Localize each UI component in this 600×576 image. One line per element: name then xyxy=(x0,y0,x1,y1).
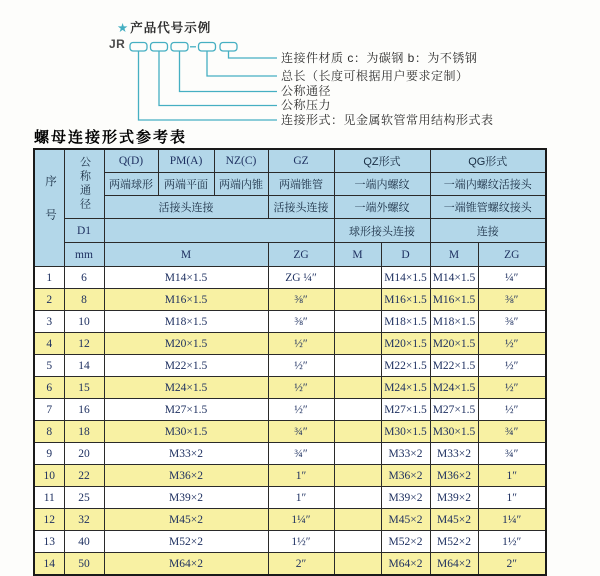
cell-qg-m: M36×2 xyxy=(430,465,478,487)
product-code-heading-text: 产品代号示例 xyxy=(130,21,212,35)
cell-m: M14×1.5 xyxy=(104,267,268,289)
cell-qz-d: M20×1.5 xyxy=(381,333,430,355)
cell-dn: 25 xyxy=(64,487,104,509)
cell-dn: 14 xyxy=(64,355,104,377)
header-qz-d: D xyxy=(381,243,430,267)
cell-qg-zg: ⅜″ xyxy=(478,289,546,311)
connector-line-pressure xyxy=(159,51,277,106)
cell-dn: 18 xyxy=(64,421,104,443)
cell-qg-zg: 1″ xyxy=(478,487,546,509)
cell-qz-m xyxy=(334,443,381,465)
header-qg: QG形式 xyxy=(430,149,546,173)
cell-seq: 14 xyxy=(34,553,64,576)
cell-qg-zg: 1″ xyxy=(478,465,546,487)
code-box-1 xyxy=(130,43,147,52)
cell-qz-d: M27×1.5 xyxy=(381,399,430,421)
cell-qz-d: M24×1.5 xyxy=(381,377,430,399)
connector-line-diameter xyxy=(180,51,278,92)
table-row xyxy=(34,509,546,531)
cell-qz-m xyxy=(334,355,381,377)
cell-gz: ½″ xyxy=(268,399,334,421)
cell-gz: 1½″ xyxy=(268,531,334,553)
connector-line-connection xyxy=(139,51,278,120)
header-blank xyxy=(104,219,334,243)
cell-qz-m xyxy=(334,531,381,553)
cell-qg-zg: ½″ xyxy=(478,399,546,421)
cell-dn: 20 xyxy=(64,443,104,465)
header-qz-joint: 球形接头连接 xyxy=(334,219,430,243)
cell-m: M52×2 xyxy=(104,531,268,553)
table-row xyxy=(34,377,546,399)
cell-qz-m xyxy=(334,289,381,311)
header-qz-m: M xyxy=(334,243,381,267)
cell-seq: 5 xyxy=(34,355,64,377)
header-seq: 序号 xyxy=(34,149,64,267)
table-row xyxy=(34,355,546,377)
code-label-connection: 连接形式：见金属软管常用结构形式表 xyxy=(281,112,494,127)
table-row xyxy=(34,289,546,311)
table-row xyxy=(34,421,546,443)
header-qz-desc2: 一端外螺纹 xyxy=(334,196,430,219)
product-code-heading xyxy=(117,18,211,36)
cell-qg-zg: ½″ xyxy=(478,355,546,377)
cell-qz-d: M52×2 xyxy=(381,531,430,553)
cell-qz-d: M22×1.5 xyxy=(381,355,430,377)
table-row xyxy=(34,487,546,509)
cell-qz-d: M33×2 xyxy=(381,443,430,465)
cell-qz-m xyxy=(334,553,381,576)
header-nzc: NZ(C) xyxy=(214,149,268,173)
cell-gz: ZG ¼″ xyxy=(268,267,334,289)
header-qd: Q(D) xyxy=(104,149,158,173)
code-box-3 xyxy=(171,43,188,52)
cell-qg-m: M20×1.5 xyxy=(430,333,478,355)
cell-qz-d: M45×2 xyxy=(381,509,430,531)
cell-qg-zg: ¾″ xyxy=(478,421,546,443)
cell-m: M30×1.5 xyxy=(104,421,268,443)
code-box-4 xyxy=(199,43,216,52)
cell-dn: 12 xyxy=(64,333,104,355)
table-row xyxy=(34,553,546,576)
cell-dn: 15 xyxy=(64,377,104,399)
cell-qg-zg: 1½″ xyxy=(478,531,546,553)
cell-dn: 40 xyxy=(64,531,104,553)
nut-connection-reference-table xyxy=(33,148,547,576)
header-pma-desc: 两端平面 xyxy=(158,173,214,196)
cell-qz-d: M18×1.5 xyxy=(381,311,430,333)
cell-qg-m: M22×1.5 xyxy=(430,355,478,377)
cell-qg-zg: ⅜″ xyxy=(478,311,546,333)
cell-m: M64×2 xyxy=(104,553,268,576)
cell-qg-m: M64×2 xyxy=(430,553,478,576)
cell-m: M39×2 xyxy=(104,487,268,509)
cell-dn: 10 xyxy=(64,311,104,333)
header-gz: GZ xyxy=(268,149,334,173)
cell-gz: 1″ xyxy=(268,487,334,509)
cell-m: M18×1.5 xyxy=(104,311,268,333)
cell-seq: 4 xyxy=(34,333,64,355)
cell-seq: 12 xyxy=(34,509,64,531)
code-label-material: 连接件材质 c：为碳钢 b：为不锈钢 xyxy=(281,50,478,65)
star-icon: ★ xyxy=(117,21,130,35)
header-qz-desc: 一端内螺纹 xyxy=(334,173,430,196)
table-row xyxy=(34,531,546,553)
cell-m: M27×1.5 xyxy=(104,399,268,421)
cell-dn: 32 xyxy=(64,509,104,531)
cell-dn: 50 xyxy=(64,553,104,576)
cell-seq: 10 xyxy=(34,465,64,487)
cell-qz-m xyxy=(334,333,381,355)
cell-qg-m: M16×1.5 xyxy=(430,289,478,311)
cell-qg-m: M24×1.5 xyxy=(430,377,478,399)
cell-qg-zg: ½″ xyxy=(478,377,546,399)
table-row xyxy=(34,267,546,289)
header-qd-desc: 两端球形 xyxy=(104,173,158,196)
cell-qz-d: M36×2 xyxy=(381,465,430,487)
cell-seq: 11 xyxy=(34,487,64,509)
cell-seq: 7 xyxy=(34,399,64,421)
cell-qz-d: M14×1.5 xyxy=(381,267,430,289)
cell-qz-m xyxy=(334,465,381,487)
table-row xyxy=(34,311,546,333)
cell-gz: ⅜″ xyxy=(268,311,334,333)
header-qg-zg: ZG xyxy=(478,243,546,267)
header-gz-connection: 活接头连接 xyxy=(268,196,334,219)
cell-m: M24×1.5 xyxy=(104,377,268,399)
code-label-length: 总长（长度可根据用户要求定制） xyxy=(281,68,469,83)
cell-qg-m: M45×2 xyxy=(430,509,478,531)
cell-qz-m xyxy=(334,311,381,333)
cell-qg-m: M14×1.5 xyxy=(430,267,478,289)
cell-qz-m xyxy=(334,421,381,443)
table-title: 螺母连接形式参考表 xyxy=(34,128,188,146)
cell-gz: 1¼″ xyxy=(268,509,334,531)
code-box-2 xyxy=(151,43,168,52)
cell-dn: 8 xyxy=(64,289,104,311)
cell-qg-m: M52×2 xyxy=(430,531,478,553)
cell-m: M20×1.5 xyxy=(104,333,268,355)
cell-qg-m: M39×2 xyxy=(430,487,478,509)
header-d1: D1 xyxy=(64,219,104,243)
cell-qg-m: M27×1.5 xyxy=(430,399,478,421)
header-mm: mm xyxy=(64,243,104,267)
header-qg-desc2: 一端锥管螺纹接头 xyxy=(430,196,546,219)
cell-qz-m xyxy=(334,509,381,531)
header-qg-joint: 连接 xyxy=(430,219,546,243)
cell-qg-zg: ½″ xyxy=(478,333,546,355)
cell-gz: 2″ xyxy=(268,553,334,576)
table-row xyxy=(34,333,546,355)
cell-qg-zg: 1¼″ xyxy=(478,509,546,531)
table-row xyxy=(34,399,546,421)
cell-seq: 9 xyxy=(34,443,64,465)
header-nzc-desc: 两端内锥 xyxy=(214,173,268,196)
cell-qg-m: M18×1.5 xyxy=(430,311,478,333)
cell-gz: ½″ xyxy=(268,377,334,399)
header-gz-desc: 两端锥管 xyxy=(268,173,334,196)
header-qg-desc: 一端内螺纹活接头 xyxy=(430,173,546,196)
header-dn: 公称通径 xyxy=(64,149,104,219)
cell-qg-zg: ¾″ xyxy=(478,443,546,465)
cell-m: M45×2 xyxy=(104,509,268,531)
cell-qz-m xyxy=(334,399,381,421)
cell-m: M33×2 xyxy=(104,443,268,465)
cell-dn: 6 xyxy=(64,267,104,289)
code-box-5 xyxy=(220,43,237,52)
cell-qg-m: M30×1.5 xyxy=(430,421,478,443)
cell-qz-d: M16×1.5 xyxy=(381,289,430,311)
code-label-diameter: 公称通径 xyxy=(281,84,332,98)
cell-qz-m xyxy=(334,377,381,399)
code-label-pressure: 公称压力 xyxy=(281,98,332,112)
table-row xyxy=(34,465,546,487)
cell-qz-d: M39×2 xyxy=(381,487,430,509)
product-code-prefix: JR xyxy=(109,37,126,51)
connector-line-material xyxy=(229,51,278,58)
cell-m: M16×1.5 xyxy=(104,289,268,311)
cell-seq: 13 xyxy=(34,531,64,553)
cell-m: M36×2 xyxy=(104,465,268,487)
cell-seq: 3 xyxy=(34,311,64,333)
cell-dn: 22 xyxy=(64,465,104,487)
header-m: M xyxy=(104,243,268,267)
cell-seq: 8 xyxy=(34,421,64,443)
connector-line-length xyxy=(207,51,277,76)
cell-seq: 2 xyxy=(34,289,64,311)
header-pma: PM(A) xyxy=(158,149,214,173)
header-zg: ZG xyxy=(268,243,334,267)
cell-qz-d: M64×2 xyxy=(381,553,430,576)
cell-qg-zg: ¼″ xyxy=(478,267,546,289)
cell-qz-m xyxy=(334,267,381,289)
cell-qg-m: M33×2 xyxy=(430,443,478,465)
header-qg-m: M xyxy=(430,243,478,267)
cell-seq: 1 xyxy=(34,267,64,289)
cell-qg-zg: 2″ xyxy=(478,553,546,576)
cell-gz: ¾″ xyxy=(268,443,334,465)
header-union-connection: 活接头连接 xyxy=(104,196,268,219)
cell-gz: ⅜″ xyxy=(268,289,334,311)
table-row xyxy=(34,443,546,465)
cell-gz: ¾″ xyxy=(268,421,334,443)
cell-seq: 6 xyxy=(34,377,64,399)
cell-qz-d: M30×1.5 xyxy=(381,421,430,443)
header-qz: QZ形式 xyxy=(334,149,430,173)
cell-gz: 1″ xyxy=(268,465,334,487)
cell-m: M22×1.5 xyxy=(104,355,268,377)
cell-gz: ½″ xyxy=(268,333,334,355)
cell-gz: ½″ xyxy=(268,355,334,377)
cell-qz-m xyxy=(334,487,381,509)
cell-dn: 16 xyxy=(64,399,104,421)
